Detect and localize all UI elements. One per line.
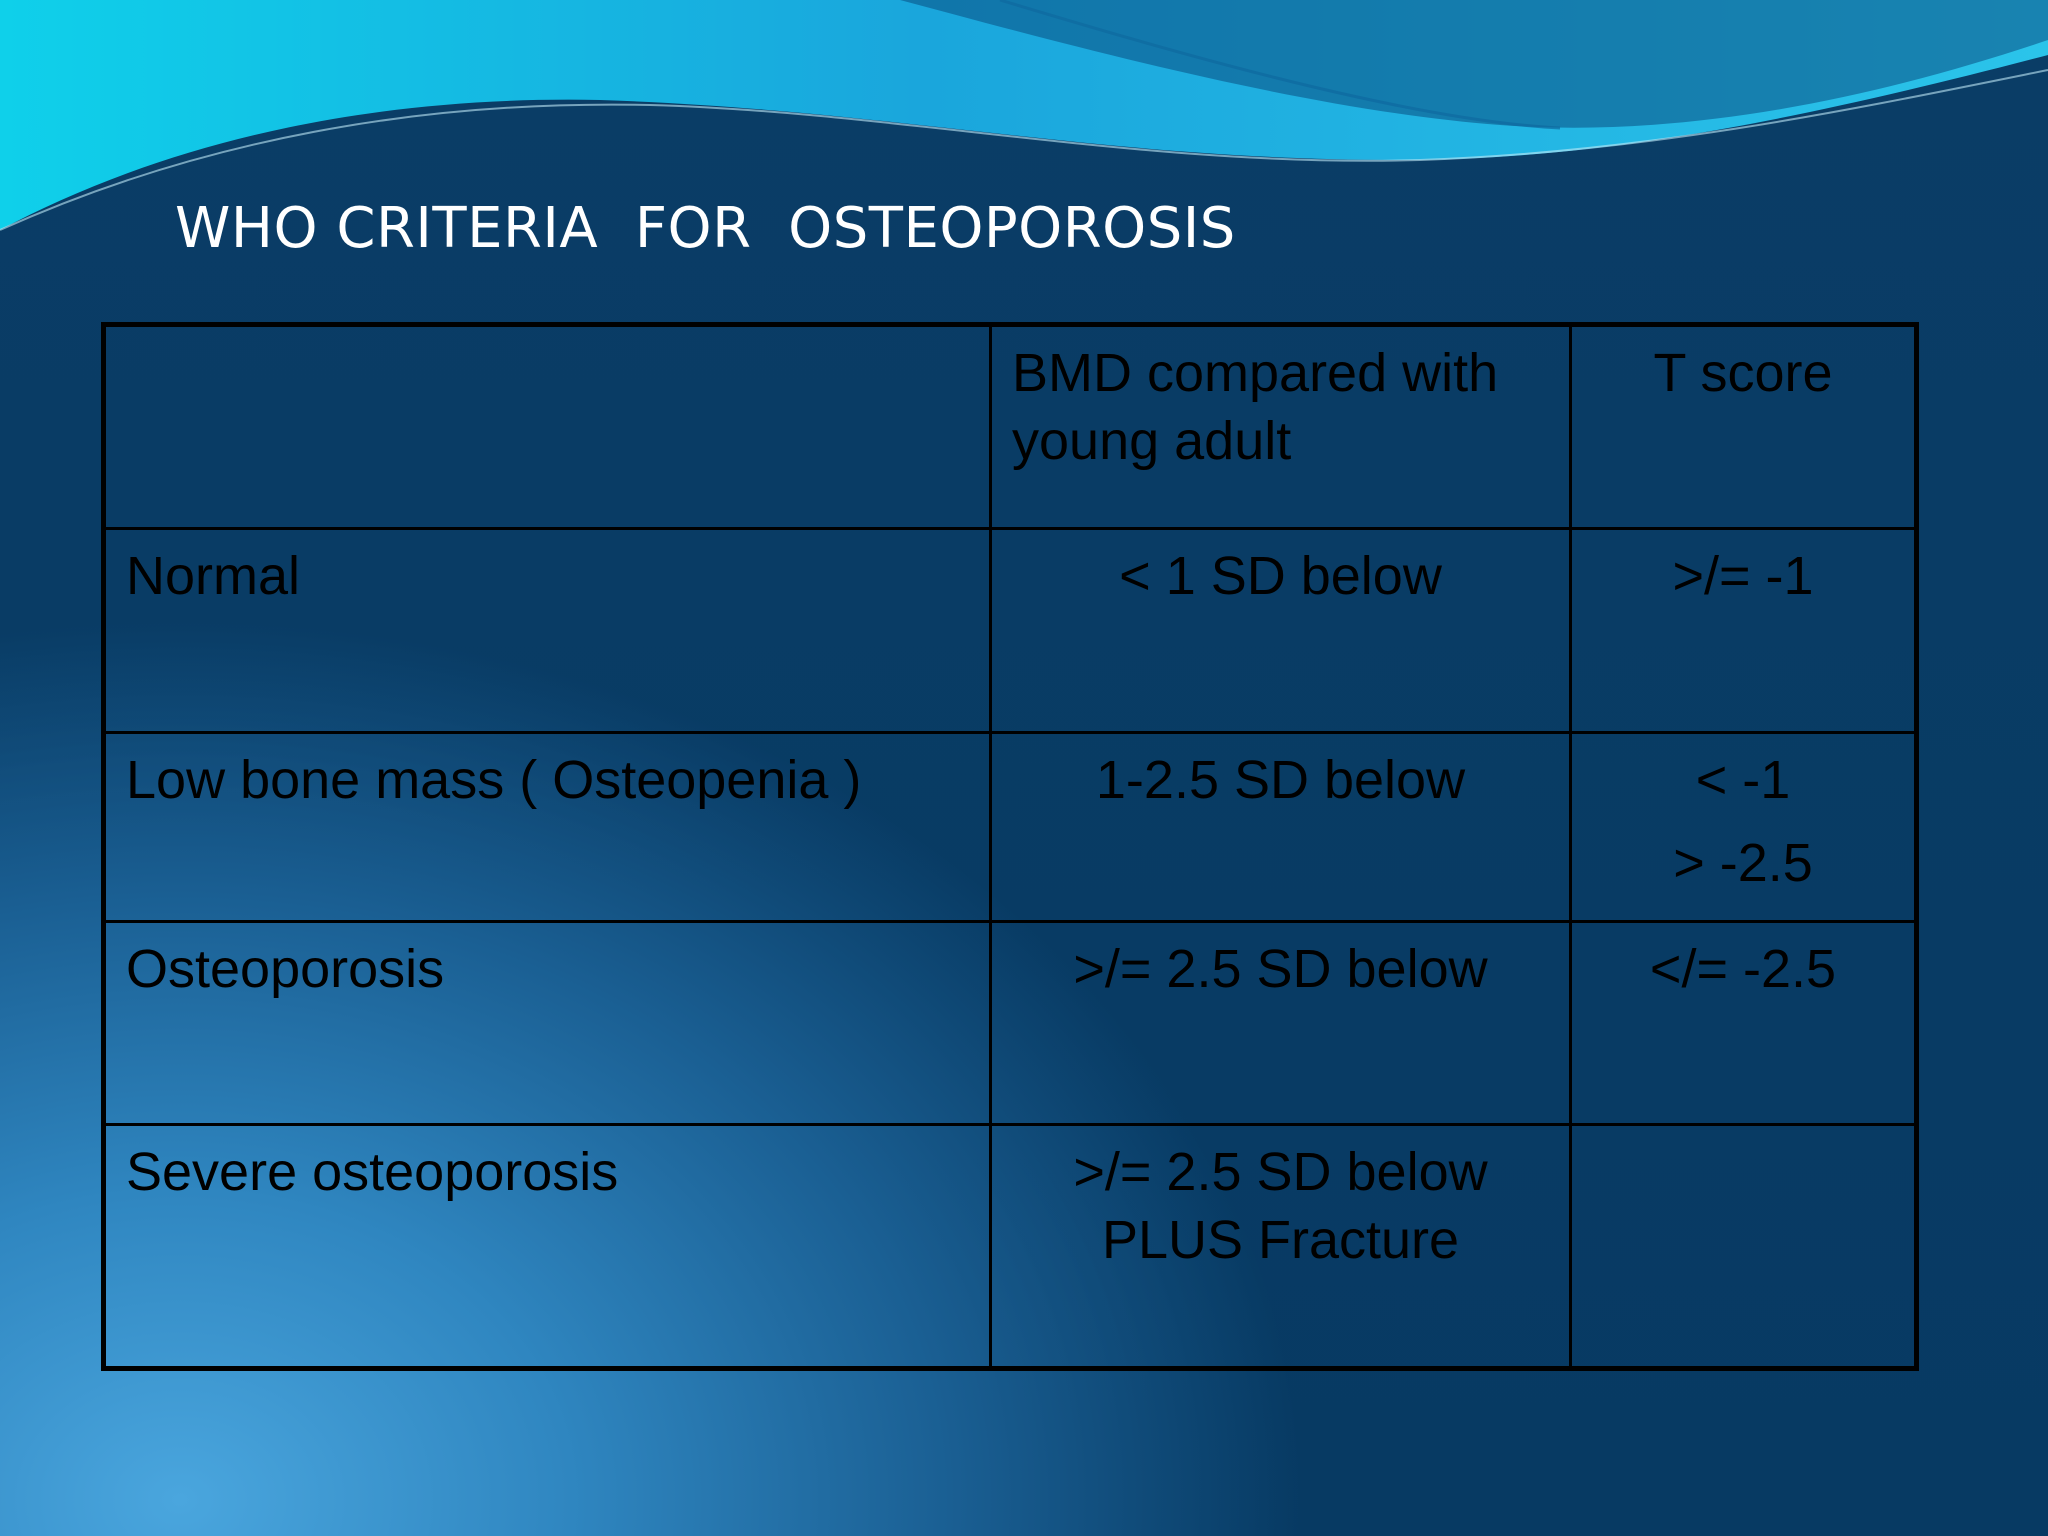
bmd-cell — [991, 1125, 1571, 1369]
bmd-cell — [991, 529, 1571, 733]
header-bmd-cell — [991, 325, 1571, 529]
table-header-row — [104, 325, 1917, 529]
tscore-line2: > -2.5 — [1673, 833, 1813, 893]
header-category-cell — [104, 325, 991, 529]
header-bmd-line1: BMD compared with — [1012, 343, 1499, 403]
table-row — [104, 733, 1917, 922]
tscore-cell — [1571, 922, 1917, 1125]
tscore-line1: < -1 — [1695, 750, 1791, 810]
category-cell: Normal — [104, 529, 991, 733]
tscore-line1: >/= -1 — [1672, 546, 1814, 606]
who-criteria-table — [101, 322, 1919, 1371]
bmd-cell — [991, 922, 1571, 1125]
table-row — [104, 922, 1917, 1125]
table-row — [104, 1125, 1917, 1369]
bmd-line1: < 1 SD below — [1119, 546, 1442, 606]
category-cell: Osteoporosis — [104, 922, 991, 1125]
tscore-cell — [1571, 529, 1917, 733]
bmd-line1: 1-2.5 SD below — [1095, 750, 1466, 810]
bmd-line1: >/= 2.5 SD below — [1073, 1142, 1488, 1202]
tscore-cell — [1571, 1125, 1917, 1369]
header-tscore-cell: T score — [1571, 325, 1917, 529]
header-bmd-line2: young adult — [1012, 411, 1292, 471]
category-cell: Severe osteoporosis — [104, 1125, 991, 1369]
tscore-line1: </= -2.5 — [1649, 939, 1837, 999]
slide-title: WHO CRITERIA FOR OSTEOPOROSIS — [175, 196, 1236, 261]
table-row — [104, 529, 1917, 733]
bmd-line1: >/= 2.5 SD below — [1073, 939, 1488, 999]
bmd-line2: PLUS Fracture — [1101, 1210, 1460, 1270]
category-cell: Low bone mass ( Osteopenia ) — [104, 733, 991, 922]
tscore-cell — [1571, 733, 1917, 922]
bmd-cell — [991, 733, 1571, 922]
